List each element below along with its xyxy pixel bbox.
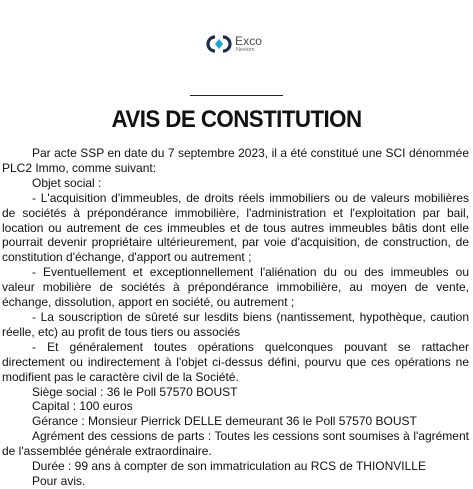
- paragraph-objet-heading: Objet social :: [32, 175, 102, 190]
- paragraph-duree: Durée : 99 ans à compter de son immatriculation au RCS de THIONVILLE: [32, 459, 426, 474]
- paragraph-objet-acquisition: - L'acquisition d'immeubles, de droits réels immobiliers ou de valeurs mobilières de sociétés à prépondérance immobilière, l'administration et l'exploitation par bail, location ou autrement de ces immeubles et de tous autres immeubles bâtis dont elle pourrait devenir propriétaire ultérieurement, par voie d'acquisition, de construction, de constitution d'échange, d'apport ou autrement ;: [2, 190, 469, 265]
- paragraph-siege: Siège social : 36 le Poll 57570 BOUST: [32, 384, 238, 399]
- paragraph-objet-general: - Et généralement toutes opérations quelconques pouvant se rattacher directement ou indirectement à l'objet ci-dessus défini, pourvu que ces opérations ne modifient pas le caractère civil de la Société.: [2, 339, 469, 384]
- exco-logo-icon: [206, 35, 232, 53]
- paragraph-gerance: Gérance : Monsieur Pierrick DELLE demeurant 36 le Poll 57570 BOUST: [32, 414, 417, 429]
- notice-body: [2, 146, 469, 489]
- paragraph-pour-avis: Pour avis.: [32, 473, 86, 488]
- paragraph-objet-surete: - La souscription de sûreté sur lesdits biens (nantissement, hypothèque, caution réelle, etc) au profit de tous tiers ou associés: [2, 309, 469, 339]
- logo-subtitle: Nexiom: [236, 46, 255, 53]
- logo-text: [235, 35, 262, 54]
- page-title: AVIS DE CONSTITUTION: [111, 106, 362, 133]
- paragraph-intro: Par acte SSP en date du 7 septembre 2023, il a été constitué une SCI dénommée PLC2 Immo, comme suivant:: [2, 146, 469, 175]
- paragraph-objet-alienation: - Eventuellement et exceptionnellement l'aliénation du ou des immeubles ou valeur mobilière de sociétés à prépondérance immobilière, au moyen de vente, échange, dissolution, apport en société, ou autrement ;: [2, 265, 469, 310]
- logo-name: Exco: [235, 33, 263, 48]
- title-divider: [190, 95, 283, 96]
- paragraph-agrement: Agrément des cessions de parts : Toutes les cessions sont soumises à l'agrément de l'assemblée générale extraordinaire.: [2, 429, 469, 459]
- paragraph-capital: Capital : 100 euros: [32, 399, 133, 414]
- exco-logo: [206, 33, 262, 55]
